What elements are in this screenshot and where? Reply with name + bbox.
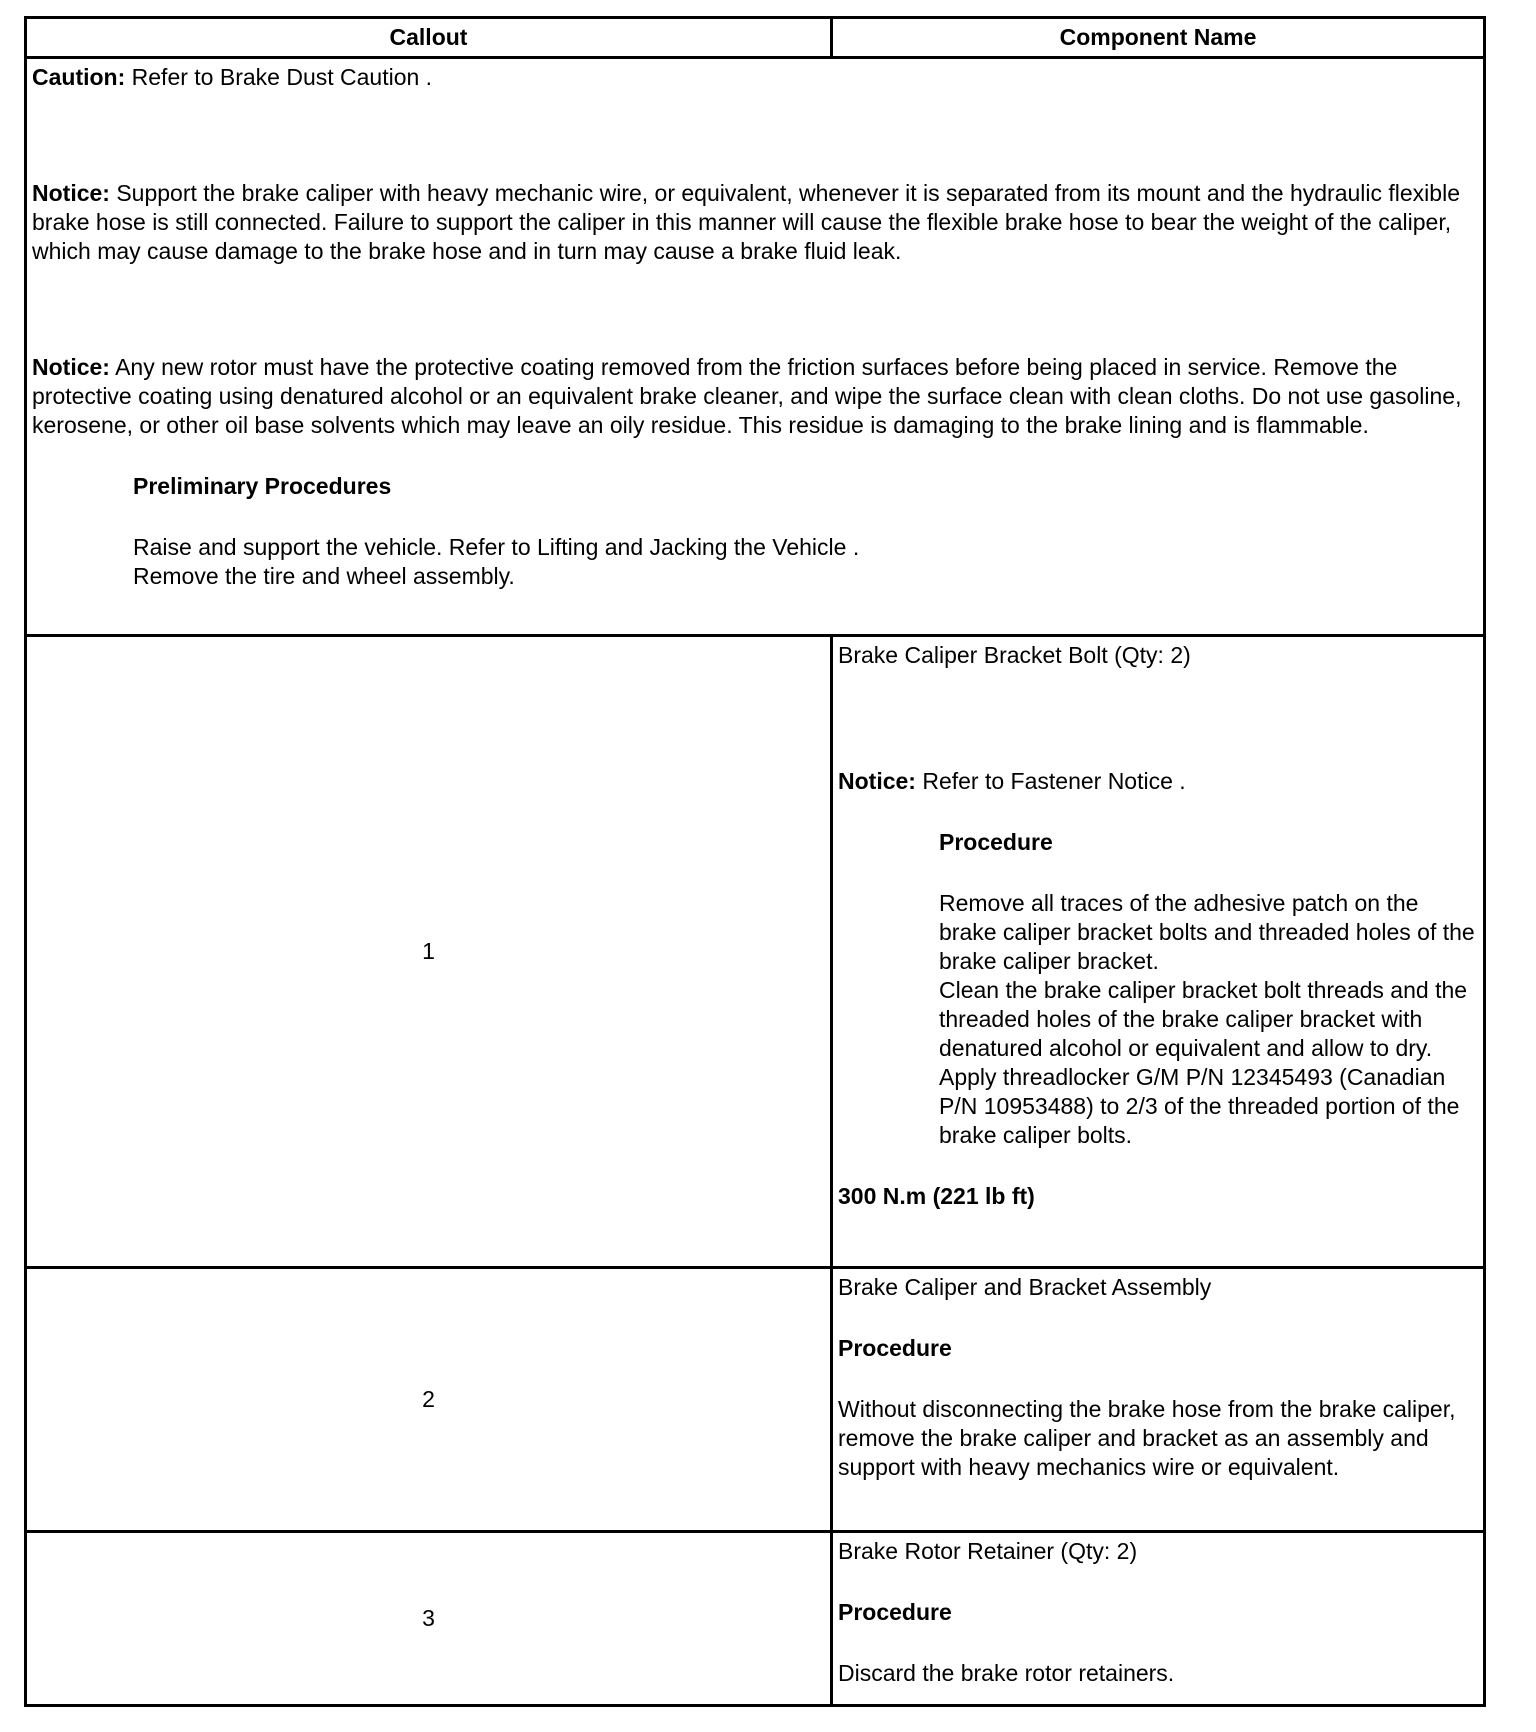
procedure-heading: Procedure <box>838 1335 952 1361</box>
table-row <box>26 636 1485 1268</box>
fastener-notice-text: Refer to Fastener Notice . <box>915 768 1186 794</box>
intro-cell <box>26 58 1485 636</box>
procedure-step: Discard the brake rotor retainers. <box>838 1660 1175 1686</box>
caution-text: Refer to Brake Dust Caution . <box>125 64 433 90</box>
component-name: Brake Rotor Retainer (Qty: 2) <box>838 1538 1138 1564</box>
procedure-step: Remove all traces of the adhesive patch on the brake caliper bracket bolts and threaded holes of the brake caliper bracket. <box>939 890 1475 974</box>
fastener-notice-paragraph <box>838 767 1477 796</box>
component-cell <box>832 1532 1485 1706</box>
fastener-notice-label: Notice: <box>838 768 916 794</box>
component-cell <box>832 636 1485 1268</box>
table-header-row <box>26 18 1485 58</box>
procedure-step: Without disconnecting the brake hose from the brake caliper, remove the brake caliper and bracket as an assembly and support with heavy mechanics wire or equivalent. <box>838 1396 1456 1480</box>
component-name: Brake Caliper and Bracket Assembly <box>838 1274 1212 1300</box>
procedure-heading: Procedure <box>838 1599 952 1625</box>
callout-column-header: Callout <box>26 18 832 58</box>
preliminary-procedures-heading: Preliminary Procedures <box>133 473 392 499</box>
procedure-step: Apply threadlocker G/M P/N 12345493 (Canadian P/N 10953488) to 2/3 of the threaded portion of the brake caliper bolts. <box>939 1064 1460 1148</box>
caution-paragraph <box>32 63 1477 92</box>
notice-rotor-paragraph <box>32 353 1477 440</box>
callout-number: 1 <box>26 636 832 1268</box>
notice-rotor-text: Any new rotor must have the protective coating removed from the friction surfaces before being placed in service. Remove the protective coating using denatured alcohol or an equivalent brake cleaner, and wipe the surface clean with clean cloths. Do not use gasoline, kerosene, or other oil base solvents which may leave an oily residue. This residue is damaging to the brake lining and is flammable. <box>32 354 1462 438</box>
torque-spec: 300 N.m (221 lb ft) <box>838 1183 1035 1209</box>
procedure-heading: Procedure <box>939 829 1053 855</box>
notice-caliper-text: Support the brake caliper with heavy mechanic wire, or equivalent, whenever it is separated from its mount and the hydraulic flexible brake hose is still connected. Failure to support the caliper in this manner will cause the flexible brake hose to bear the weight of the caliper, which may cause damage to the brake hose and in turn may cause a brake fluid leak. <box>32 180 1460 264</box>
callout-number: 3 <box>26 1532 832 1706</box>
notice-rotor-label: Notice: <box>32 354 110 380</box>
notice-caliper-label: Notice: <box>32 180 110 206</box>
preliminary-step: Remove the tire and wheel assembly. <box>133 563 515 589</box>
notice-caliper-paragraph <box>32 179 1477 266</box>
caution-label: Caution: <box>32 64 126 90</box>
table-row <box>26 1268 1485 1532</box>
callout-number: 2 <box>26 1268 832 1532</box>
procedure-table <box>24 16 1486 1707</box>
procedure-step: Clean the brake caliper bracket bolt threads and the threaded holes of the brake caliper bracket with denatured alcohol or equivalent and allow to dry. <box>939 977 1468 1061</box>
component-name: Brake Caliper Bracket Bolt (Qty: 2) <box>838 642 1191 668</box>
intro-row <box>26 58 1485 636</box>
preliminary-step: Raise and support the vehicle. Refer to Lifting and Jacking the Vehicle . <box>133 534 860 560</box>
component-cell <box>832 1268 1485 1532</box>
component-name-column-header: Component Name <box>832 18 1485 58</box>
table-row <box>26 1532 1485 1706</box>
